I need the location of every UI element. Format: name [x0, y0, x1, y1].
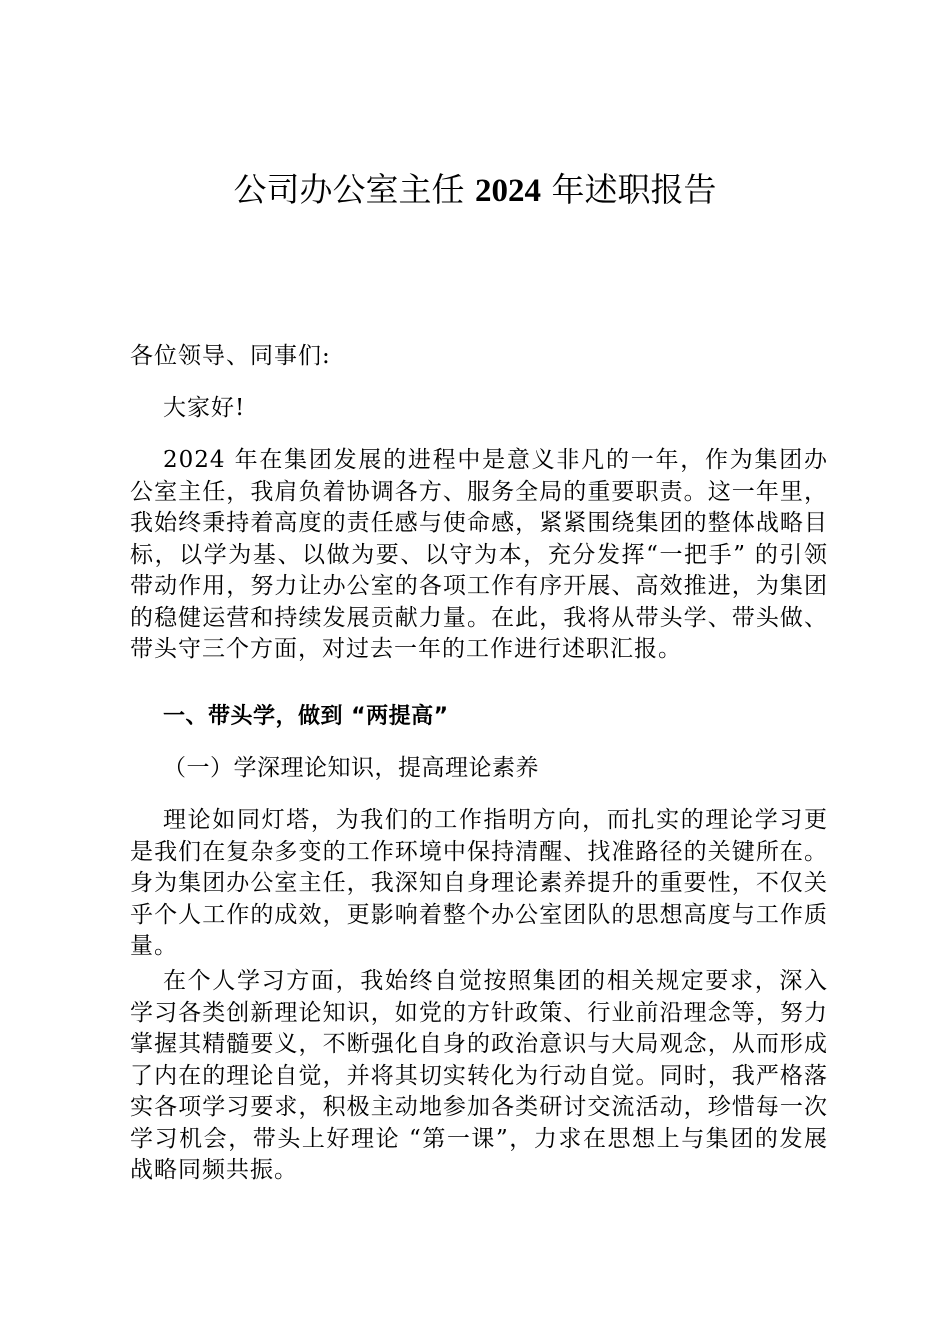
document-title	[0, 166, 950, 215]
section-heading-1: 一、带头学，做到 “两提高”	[163, 704, 449, 729]
title-year: 2024	[475, 173, 541, 209]
paragraph-theory: 理论如同灯塔，为我们的工作指明方向，而扎实的理论学习更是我们在复杂多变的工作环境中保持清醒、找准路径的关键所在。身为集团办公室主任，我深知自身理论素养提升的重要性，不仅关乎个人工作的成效，更影响着整个办公室团队的思想高度与工作质量。	[130, 807, 828, 959]
title-suffix: 年述职报告	[541, 170, 717, 209]
paragraph-intro: 2024 年在集团发展的进程中是意义非凡的一年，作为集团办公室主任，我肩负着协调各方、服务全局的重要职责。这一年里，我始终秉持着高度的责任感与使命感，紧紧围绕集团的整体战略目标，以学为基、以做为要、以守为本，充分发挥“一把手” 的引领带动作用，努力让办公室的各项工作有序开展、高效推进，为集团的稳健运营和持续发展贡献力量。在此，我将从带头学、带头做、带头守三个方面，对过去一年的工作进行述职汇报。	[130, 447, 828, 662]
salutation: 各位领导、同事们:	[130, 343, 331, 369]
paragraph-personal-study: 在个人学习方面，我始终自觉按照集团的相关规定要求，深入学习各类创新理论知识，如党的方针政策、行业前沿理念等，努力掌握其精髓要义，不断强化自身的政治意识与大局观念，从而形成了内在的理论自觉，并将其切实转化为行动自觉。同时，我严格落实各项学习要求，积极主动地参加各类研讨交流活动，珍惜每一次学习机会，带头上好理论 “第一课”，力求在思想上与集团的发展战略同频共振。	[130, 968, 828, 1183]
title-prefix: 公司办公室主任	[233, 170, 475, 209]
subsection-heading-1: （一）学深理论知识，提高理论素养	[163, 755, 539, 781]
greeting: 大家好!	[163, 395, 246, 421]
